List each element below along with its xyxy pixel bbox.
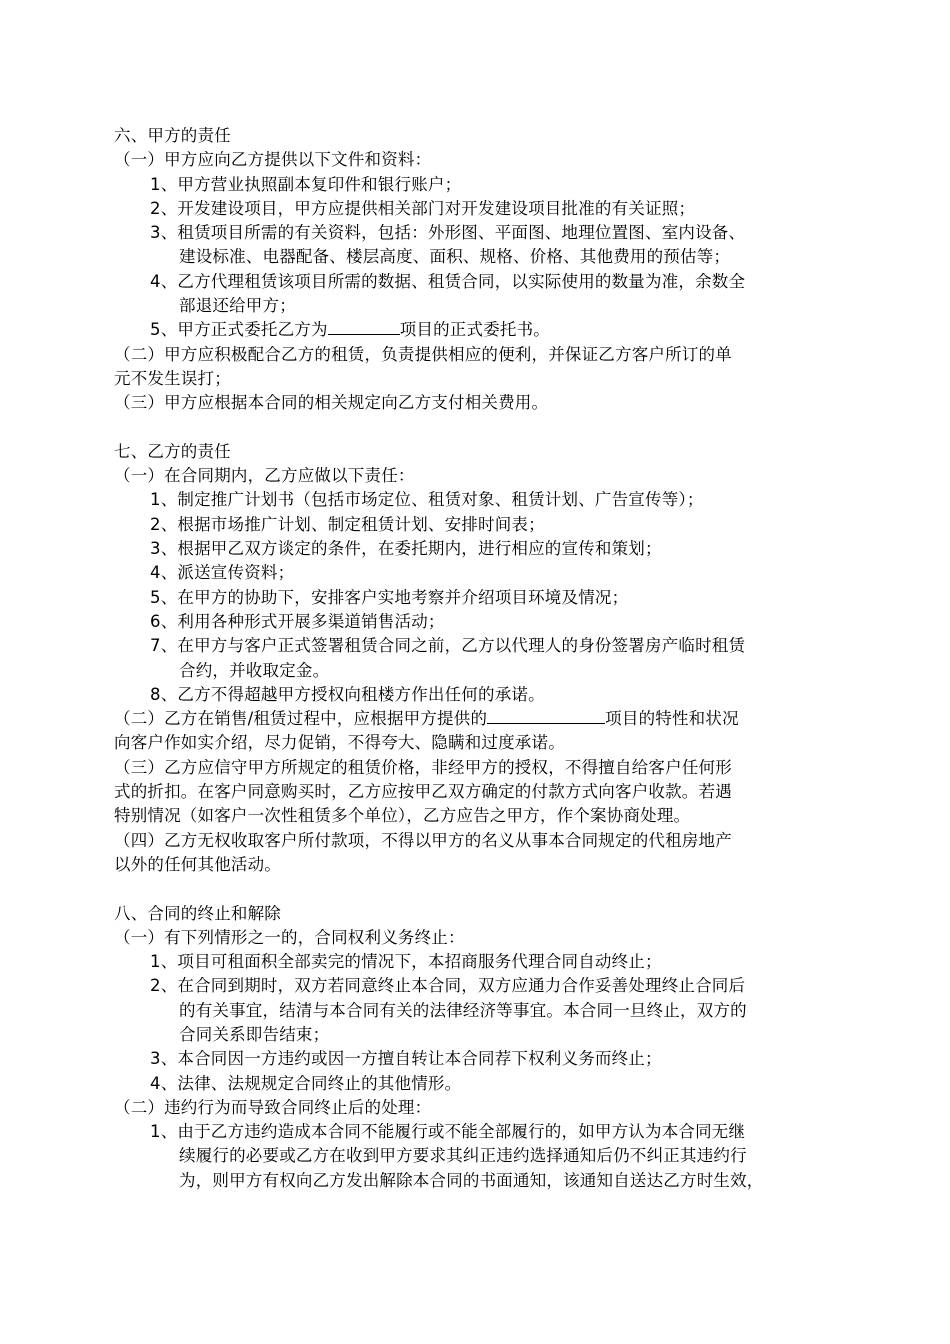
section-6-item-4-cont: 部退还给甲方；	[179, 296, 296, 316]
section-6-clause-1: （一）甲方应向乙方提供以下文件和资料：	[114, 150, 432, 170]
section-7-item-3: 3、根据甲乙双方谈定的条件，在委托期内，进行相应的宣传和策划；	[150, 539, 662, 559]
section-7-clause-4-cont: 以外的任何其他活动。	[114, 854, 281, 874]
section-7-clause-1: （一）在合同期内，乙方应做以下责任：	[114, 466, 415, 486]
section-7-clause-3-cont: 式的折扣。在客户同意购买时，乙方应按甲乙双方确定的付款方式向客户收款。若遇	[114, 782, 732, 802]
fill-in-blank-project-name[interactable]	[487, 707, 605, 724]
section-7-item-4: 4、派送宣传资料；	[150, 563, 295, 583]
section-8-item-3: 3、本合同因一方违约或因一方擅自转让本合同荐下权利义务而终止；	[150, 1049, 662, 1069]
section-8-item-2-cont-2: 合同关系即告结束；	[179, 1024, 330, 1044]
section-8-item-4: 4、法律、法规规定合同终止的其他情形。	[150, 1073, 462, 1093]
section-6-item-3-cont: 建设标准、电器配备、楼层高度、面积、规格、价格、其他费用的预估等；	[179, 247, 731, 267]
section-8-item-2-cont: 的有关事宜，结清与本合同有关的法律经济等事宜。本合同一旦终止，双方的	[179, 1000, 747, 1020]
section-6-title: 六、甲方的责任	[114, 126, 231, 145]
section-7-title: 七、乙方的责任	[114, 441, 231, 461]
spacer	[114, 877, 840, 901]
section-8-item-2: 2、在合同到期时，双方若同意终止本合同，双方应通力合作妥善处理终止合同后	[150, 976, 746, 996]
section-8-clause-2-item-1-cont: 续履行的必要或乙方在收到甲方要求其纠正违约选择通知后仍不纠正其违约行	[179, 1146, 747, 1166]
section-7-clause-4: （四）乙方无权收取客户所付款项，不得以甲方的名义从事本合同规定的代租房地产	[114, 830, 732, 850]
section-8-item-1: 1、项目可租面积全部卖完的情况下，本招商服务代理合同自动终止；	[150, 952, 662, 972]
section-6-clause-2: （二）甲方应积极配合乙方的租赁，负责提供相应的便利，并保证乙方客户所订的单	[114, 344, 732, 364]
clause-2-text-after: 项目的特性和状况	[605, 709, 739, 729]
section-8-title: 八、合同的终止和解除	[114, 903, 281, 923]
fill-in-blank-project-name[interactable]	[328, 318, 400, 335]
section-6-clause-2-cont: 元不发生误打；	[114, 368, 231, 388]
spacer	[114, 416, 840, 440]
section-8-clause-2-item-1-cont-2: 为，则甲方有权向乙方发出解除本合同的书面通知，该通知自送达乙方时生效，	[179, 1170, 764, 1190]
section-7-item-1: 1、制定推广计划书（包括市场定位、租赁对象、租赁计划、广告宣传等）；	[150, 490, 704, 510]
section-7-clause-2	[114, 707, 840, 731]
section-8-clause-2-item-1: 1、由于乙方违约造成本合同不能履行或不能全部履行的，如甲方认为本合同无继	[150, 1122, 746, 1142]
section-7-item-7-cont: 合约，并收取定金。	[179, 660, 330, 680]
section-7-item-8: 8、乙方不得超越甲方授权向租楼方作出任何的承诺。	[150, 684, 545, 704]
section-8-clause-2: （二）违约行为而导致合同终止后的处理：	[114, 1097, 432, 1117]
section-6-item-2: 2、开发建设项目，甲方应提供相关部门对开发建设项目批准的有关证照；	[150, 198, 696, 218]
section-6-item-3: 3、租赁项目所需的有关资料，包括：外形图、平面图、地理位置图、室内设备、	[150, 223, 746, 243]
section-7-clause-3-cont-2: 特别情况（如客户一次性租赁多个单位），乙方应告之甲方，作个案协商处理。	[114, 806, 691, 826]
section-7-item-7: 7、在甲方与客户正式签署租赁合同之前，乙方以代理人的身份签署房产临时租赁	[150, 636, 746, 656]
section-7-item-2: 2、根据市场推广计划、制定租赁计划、安排时间表；	[150, 514, 545, 534]
section-7-item-6: 6、利用各种形式开展多渠道销售活动；	[150, 611, 445, 631]
section-8-clause-1: （一）有下列情形之一的，合同权利义务终止：	[114, 927, 465, 947]
section-7-clause-3: （三）乙方应信守甲方所规定的租赁价格，非经甲方的授权，不得擅自给客户任何形	[114, 757, 732, 777]
section-6-clause-3: （三）甲方应根据本合同的相关规定向乙方支付相关费用。	[114, 393, 549, 413]
section-7-item-5: 5、在甲方的协助下，安排客户实地考察并介绍项目环境及情况；	[150, 587, 629, 607]
item-5-text-before: 5、甲方正式委托乙方为	[150, 320, 328, 340]
section-7-clause-2-cont: 向客户作如实介绍，尽力促销，不得夸大、隐瞒和过度承诺。	[114, 733, 565, 753]
section-6-item-5	[114, 318, 840, 342]
clause-2-text-before: （二）乙方在销售/租赁过程中，应根据甲方提供的	[114, 709, 488, 729]
section-6-item-1: 1、甲方营业执照副本复印件和银行账户；	[150, 174, 462, 194]
section-6-item-4: 4、乙方代理租赁该项目所需的数据、租赁合同，以实际使用的数量为准，余数全	[150, 271, 746, 291]
item-5-text-after: 项目的正式委托书。	[399, 320, 551, 340]
